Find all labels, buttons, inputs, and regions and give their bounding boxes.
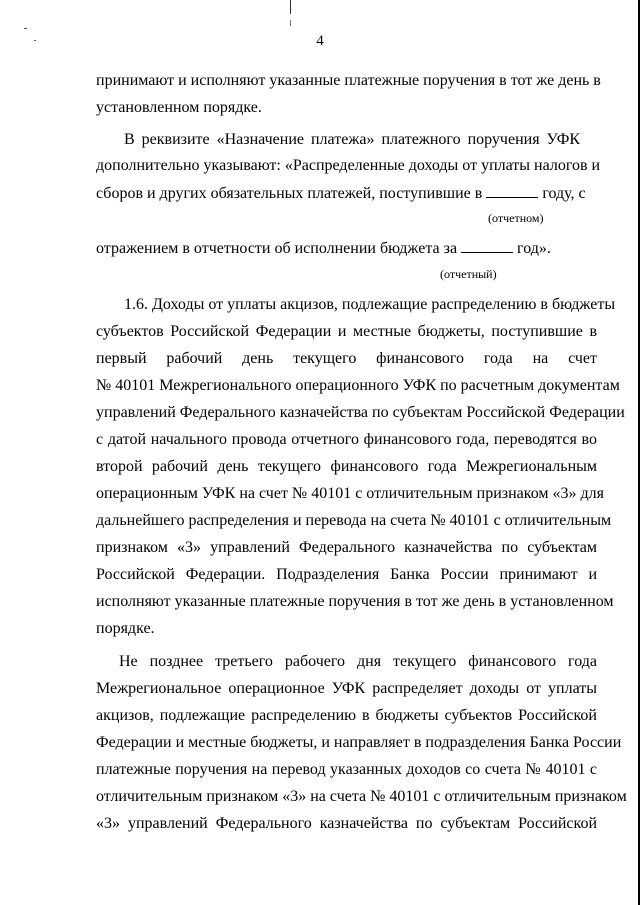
fill-in-blank <box>486 185 538 198</box>
text-line: исполняют указанные платежные поручения в тот же день в установленном <box>96 593 614 610</box>
text-line: второй рабочий день текущего финансового года Межрегиональным <box>96 458 597 475</box>
text-line: акцизов, подлежащие распределению в бюджеты субъектов Российской <box>96 707 597 724</box>
text-fragment: отражением в отчетности об исполнении бюджета за <box>96 240 458 257</box>
text-line: Российской Федерации. Подразделения Банка России принимают и <box>96 566 597 583</box>
text-line: принимают и исполняют указанные платежные поручения в тот же день в <box>96 72 601 89</box>
text-line-with-blank <box>96 240 551 257</box>
text-line: признаком «3» управлений Федерального казначейства по субъектам <box>96 539 597 556</box>
text-line: 1.6. Доходы от уплаты акцизов, подлежащие распределению в бюджеты <box>124 296 616 313</box>
text-line: управлений Федерального казначейства по субъектам Российской Федерации <box>96 404 625 421</box>
text-line: первый рабочий день текущего финансового года на счет <box>96 350 597 367</box>
text-line: Межрегиональное операционное УФК распределяет доходы от уплаты <box>96 680 597 697</box>
text-line: дальнейшего распределения и перевода на счета № 40101 с отличительным <box>96 512 612 529</box>
text-line: № 40101 Межрегионального операционного УФК по расчетным документам <box>96 377 620 394</box>
scan-artifact <box>24 28 27 29</box>
scan-artifact <box>290 0 291 14</box>
text-line-with-blank <box>96 185 586 202</box>
text-line: платежные поручения на перевод указанных доходов со счета № 40101 с <box>96 761 597 778</box>
text-line: установленном порядке. <box>96 99 262 116</box>
text-line: субъектов Российской Федерации и местные бюджеты, поступившие в <box>96 323 597 340</box>
text-line: операционным УФК на счет № 40101 с отличительным признаком «3» для <box>96 485 605 502</box>
text-line: дополнительно указывают: «Распределенные доходы от уплаты налогов и <box>96 157 601 174</box>
fill-in-blank <box>461 240 513 253</box>
text-line: «3» управлений Федерального казначейства по субъектам Российской <box>96 815 597 832</box>
text-line: Не позднее третьего рабочего дня текущего финансового года <box>119 653 597 670</box>
text-fragment: сборов и других обязательных платежей, поступившие в <box>96 185 483 202</box>
blank-caption: (отчетный) <box>440 267 497 281</box>
text-fragment: году, с <box>542 185 586 202</box>
page-number: 4 <box>316 33 324 49</box>
scan-artifact <box>290 20 291 26</box>
text-line: порядке. <box>96 620 155 637</box>
blank-caption: (отчетном) <box>488 211 544 225</box>
text-line: В реквизите «Назначение платежа» платежного поручения УФК <box>124 131 580 148</box>
text-line: Федерации и местные бюджеты, и направляет в подразделения Банка России <box>96 734 622 751</box>
text-fragment: год». <box>517 240 551 257</box>
text-line: отличительным признаком «3» на счета № 40101 с отличительным признаком <box>96 788 627 805</box>
text-line: с датой начального провода отчетного финансового года, переводятся во <box>96 431 597 448</box>
